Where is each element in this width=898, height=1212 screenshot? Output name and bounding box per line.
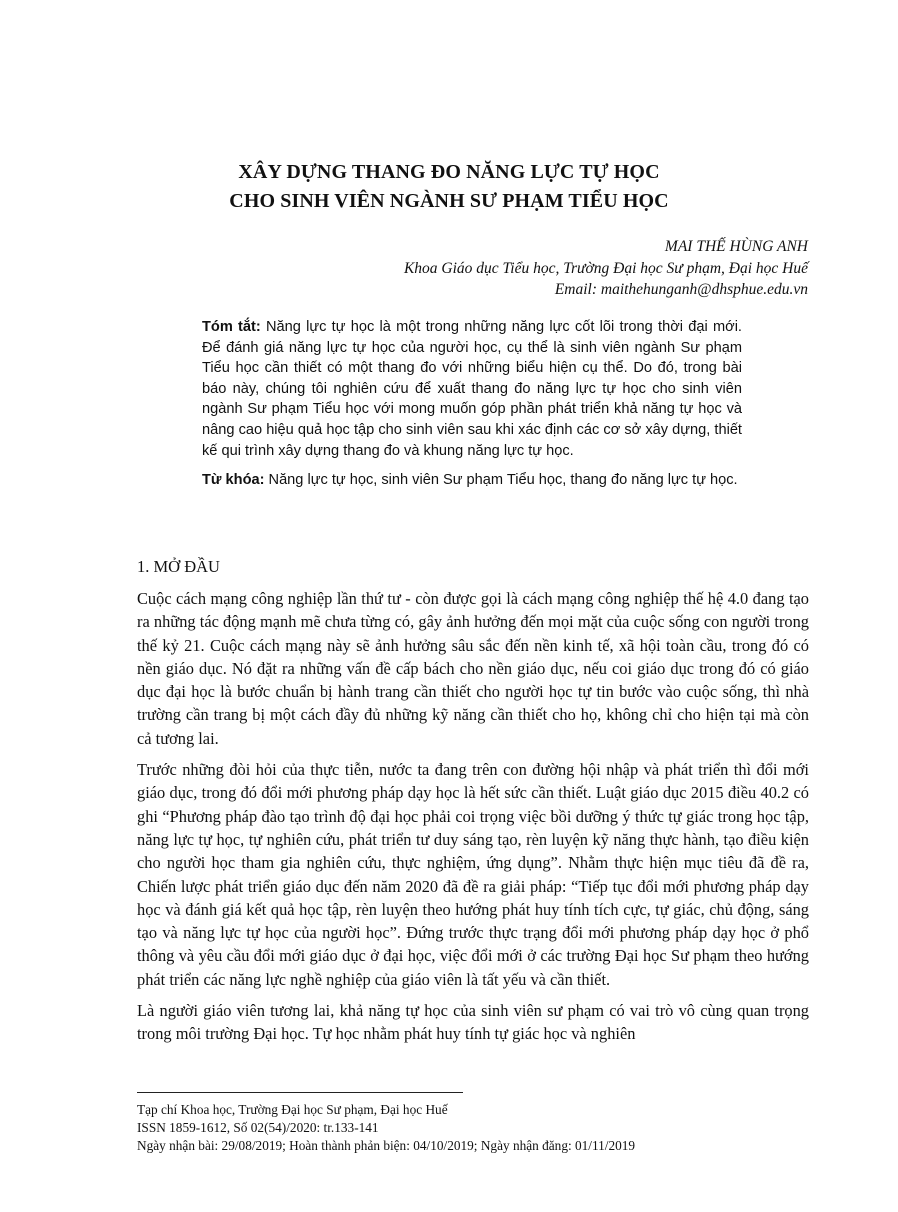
body-paragraph: Là người giáo viên tương lai, khả năng tự học của sinh viên sư phạm có vai trò vô cùng quan trọng trong môi trường Đại học. Tự học nhằm phát huy tính tự giác học và nghiên [137,1001,809,1044]
footnote-dates: Ngày nhận bài: 29/08/2019; Hoàn thành phản biện: 04/10/2019; Ngày nhận đăng: 01/11/2019 [137,1138,636,1153]
abstract-block [202,317,742,500]
footnote [137,1101,817,1155]
footnote-issn: ISSN 1859-1612, Số 02(54)/2020: tr.133-141 [137,1120,379,1135]
keywords-label: Từ khóa: [202,472,265,489]
paper-title [0,158,898,216]
footnote-divider [137,1092,463,1093]
author-affiliation: Khoa Giáo dục Tiểu học, Trường Đại học Sư phạm, Đại học Huế [403,259,808,277]
abstract-label: Tóm tắt: [202,319,261,335]
keywords-paragraph [202,470,742,491]
keywords-text: Năng lực tự học, sinh viên Sư phạm Tiểu học, thang đo năng lực tự học. [264,472,738,489]
title-line-2: CHO SINH VIÊN NGÀNH SƯ PHẠM TIỂU HỌC [229,190,669,212]
author-email: Email: maithehunganh@dhsphue.edu.vn [554,281,808,298]
author-block [208,236,808,301]
abstract-paragraph [202,317,742,461]
body-text [137,587,809,1054]
abstract-text: Năng lực tự học là một trong những năng lực cốt lõi trong thời đại mới. Để đánh giá năng lực tự học của người học, cụ thể là sinh viên ngành Sư phạm Tiểu học cần thiết có một thang đo với những biểu hiện cụ thể. Do đó, trong bài báo này, chúng tôi nghiên cứu để xuất thang đo năng lực tự học cho sinh viên ngành Sư phạm Tiểu học với mong muốn góp phần phát triển khả năng tự học và nâng cao hiệu quả học tập cho sinh viên sau khi xác định các cơ sở xây dựng, thiết kế qui trình xây dựng thang đo và khung năng lực tự học. [202,319,742,459]
title-line-1: XÂY DỰNG THANG ĐO NĂNG LỰC TỰ HỌC [238,161,660,183]
author-name: MAI THẾ HÙNG ANH [664,238,808,255]
body-paragraph: Cuộc cách mạng công nghiệp lần thứ tư - còn được gọi là cách mạng công nghiệp thế hệ 4.0 đang tạo ra những tác động mạnh mẽ chưa từng có, gây ảnh hưởng đến mọi mặt của cuộc sống con người trong thế kỷ 21. Cuộc cách mạng này sẽ ảnh hưởng sâu sắc đến nền kinh tế, xã hội toàn cầu, trong đó có nền giáo dục. Nó đặt ra những vấn đề cấp bách cho nền giáo dục, nếu coi giáo dục trong đó có giáo dục đại học là bước chuẩn bị hành trang cần thiết cho người học tự tin bước vào cuộc sống, thì nhà trường cần trang bị một cách đầy đủ những kỹ năng cần thiết cho họ, không chỉ cho hiện tại mà còn cả tương lai. [137,589,809,748]
section-heading: 1. MỞ ĐẦU [137,557,220,576]
body-paragraph: Trước những đòi hỏi của thực tiễn, nước ta đang trên con đường hội nhập và phát triển thì đổi mới giáo dục, trong đó đổi mới phương pháp dạy học là hết sức cần thiết. Luật giáo dục 2015 điều 40.2 có ghi “Phương pháp đào tạo trình độ đại học phải coi trọng việc bồi dưỡng ý thức tự giác trong học tập, năng lực tự học, tự nghiên cứu, phát triển tư duy sáng tạo, rèn luyện kỹ năng thực hành, tạo điều kiện cho người học tham gia nghiên cứu, thực nghiệm, ứng dụng”. Nhằm thực hiện mục tiêu đã đề ra, Chiến lược phát triển giáo dục đến năm 2020 đã đề ra giải pháp: “Tiếp tục đổi mới phương pháp dạy học và đánh giá kết quả học tập, rèn luyện theo hướng phát huy tính tích cực, tự giác, chủ động, sáng tạo và năng lực tự học của người học”. Đứng trước thực trạng đổi mới phương pháp dạy học ở phổ thông và yêu cầu đổi mới giáo dục ở đại học, việc đổi mới ở các trường Đại học Sư phạm theo hướng phát triển các năng lực nghề nghiệp của giáo viên là tất yếu và cần thiết. [137,760,809,989]
footnote-journal: Tạp chí Khoa học, Trường Đại học Sư phạm, Đại học Huế [137,1102,448,1117]
